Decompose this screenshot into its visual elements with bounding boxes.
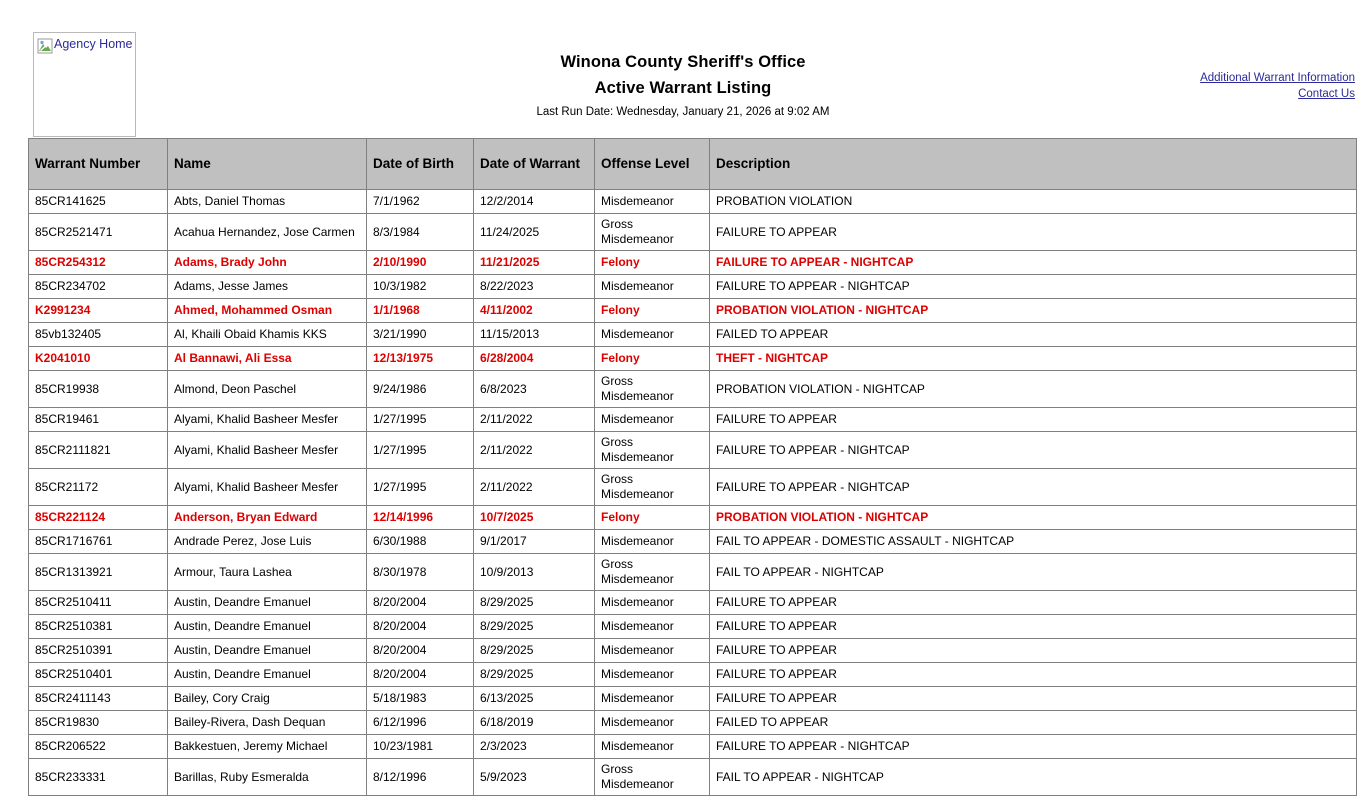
cell-name: Acahua Hernandez, Jose Carmen [168, 214, 367, 251]
table-row[interactable] [29, 735, 1357, 759]
cell-warrant-number: 85CR254312 [29, 251, 168, 275]
cell-date-of-birth: 1/27/1995 [367, 432, 474, 469]
column-header-date-of-birth[interactable]: Date of Birth [367, 139, 474, 190]
cell-date-of-birth: 1/1/1968 [367, 299, 474, 323]
table-body [29, 190, 1357, 796]
cell-offense-level: Felony [595, 506, 710, 530]
cell-warrant-number: 85CR2111821 [29, 432, 168, 469]
cell-date-of-birth: 1/27/1995 [367, 469, 474, 506]
cell-date-of-warrant: 11/24/2025 [474, 214, 595, 251]
cell-name: Al, Khaili Obaid Khamis KKS [168, 323, 367, 347]
page-header [0, 0, 1366, 132]
cell-description: FAILURE TO APPEAR - NIGHTCAP [710, 275, 1357, 299]
cell-date-of-warrant: 9/1/2017 [474, 530, 595, 554]
cell-name: Bakkestuen, Jeremy Michael [168, 735, 367, 759]
cell-warrant-number: 85CR19830 [29, 711, 168, 735]
cell-date-of-birth: 8/20/2004 [367, 663, 474, 687]
cell-offense-level: Felony [595, 347, 710, 371]
cell-warrant-number: 85CR1313921 [29, 554, 168, 591]
cell-description: FAILURE TO APPEAR - NIGHTCAP [710, 735, 1357, 759]
cell-name: Almond, Deon Paschel [168, 371, 367, 408]
cell-date-of-warrant: 2/3/2023 [474, 735, 595, 759]
cell-description: FAILED TO APPEAR [710, 711, 1357, 735]
cell-name: Andrade Perez, Jose Luis [168, 530, 367, 554]
cell-description: FAILURE TO APPEAR - NIGHTCAP [710, 469, 1357, 506]
table-row[interactable] [29, 408, 1357, 432]
cell-date-of-warrant: 10/7/2025 [474, 506, 595, 530]
page-title: Winona County Sheriff's Office [560, 53, 806, 71]
cell-description: FAILED TO APPEAR [710, 323, 1357, 347]
cell-warrant-number: 85CR2510401 [29, 663, 168, 687]
cell-description: PROBATION VIOLATION - NIGHTCAP [710, 299, 1357, 323]
table-row[interactable] [29, 469, 1357, 506]
last-run-date: Last Run Date: Wednesday, January 21, 2026 at 9:02 AM [536, 106, 830, 118]
cell-description: PROBATION VIOLATION - NIGHTCAP [710, 371, 1357, 408]
cell-date-of-warrant: 11/15/2013 [474, 323, 595, 347]
cell-offense-level: Misdemeanor [595, 408, 710, 432]
cell-date-of-birth: 7/1/1962 [367, 190, 474, 214]
cell-offense-level: Gross Misdemeanor [595, 554, 710, 591]
cell-description: FAILURE TO APPEAR [710, 214, 1357, 251]
cell-description: FAILURE TO APPEAR [710, 639, 1357, 663]
cell-warrant-number: 85CR21172 [29, 469, 168, 506]
cell-date-of-warrant: 12/2/2014 [474, 190, 595, 214]
cell-warrant-number: K2041010 [29, 347, 168, 371]
cell-warrant-number: 85CR2510411 [29, 591, 168, 615]
cell-offense-level: Gross Misdemeanor [595, 469, 710, 506]
warrant-table-container [28, 138, 1356, 796]
column-header-date-of-warrant[interactable]: Date of Warrant [474, 139, 595, 190]
cell-description: FAILURE TO APPEAR [710, 663, 1357, 687]
cell-name: Alyami, Khalid Basheer Mesfer [168, 469, 367, 506]
cell-date-of-birth: 10/23/1981 [367, 735, 474, 759]
cell-date-of-warrant: 8/29/2025 [474, 639, 595, 663]
table-row[interactable] [29, 554, 1357, 591]
cell-warrant-number: 85CR221124 [29, 506, 168, 530]
cell-description: FAILURE TO APPEAR - NIGHTCAP [710, 251, 1357, 275]
cell-warrant-number: 85CR19461 [29, 408, 168, 432]
cell-date-of-birth: 3/21/1990 [367, 323, 474, 347]
cell-date-of-birth: 8/20/2004 [367, 615, 474, 639]
cell-description: FAILURE TO APPEAR [710, 591, 1357, 615]
cell-date-of-warrant: 8/29/2025 [474, 591, 595, 615]
table-row[interactable] [29, 251, 1357, 275]
cell-date-of-warrant: 11/21/2025 [474, 251, 595, 275]
table-row[interactable] [29, 615, 1357, 639]
cell-offense-level: Misdemeanor [595, 323, 710, 347]
header-links [1200, 70, 1355, 102]
cell-warrant-number: 85CR234702 [29, 275, 168, 299]
cell-date-of-birth: 12/13/1975 [367, 347, 474, 371]
cell-date-of-warrant: 8/29/2025 [474, 615, 595, 639]
table-row[interactable] [29, 591, 1357, 615]
cell-name: Austin, Deandre Emanuel [168, 663, 367, 687]
cell-warrant-number: 85CR141625 [29, 190, 168, 214]
cell-warrant-number: 85CR19938 [29, 371, 168, 408]
table-row[interactable] [29, 639, 1357, 663]
table-row[interactable] [29, 506, 1357, 530]
cell-offense-level: Misdemeanor [595, 615, 710, 639]
cell-date-of-birth: 9/24/1986 [367, 371, 474, 408]
cell-description: FAILURE TO APPEAR [710, 615, 1357, 639]
cell-name: Bailey-Rivera, Dash Dequan [168, 711, 367, 735]
cell-name: Austin, Deandre Emanuel [168, 615, 367, 639]
cell-offense-level: Felony [595, 299, 710, 323]
cell-offense-level: Misdemeanor [595, 735, 710, 759]
cell-description: FAILURE TO APPEAR - NIGHTCAP [710, 432, 1357, 469]
cell-date-of-birth: 2/10/1990 [367, 251, 474, 275]
cell-date-of-warrant: 2/11/2022 [474, 469, 595, 506]
contact-us-link[interactable]: Contact Us [1298, 88, 1355, 100]
cell-offense-level: Gross Misdemeanor [595, 432, 710, 469]
cell-description: PROBATION VIOLATION - NIGHTCAP [710, 506, 1357, 530]
cell-warrant-number: 85CR1716761 [29, 530, 168, 554]
cell-warrant-number: 85CR206522 [29, 735, 168, 759]
cell-date-of-birth: 8/12/1996 [367, 759, 474, 796]
cell-offense-level: Misdemeanor [595, 591, 710, 615]
table-row[interactable] [29, 323, 1357, 347]
cell-date-of-warrant: 4/11/2002 [474, 299, 595, 323]
cell-offense-level: Misdemeanor [595, 711, 710, 735]
cell-warrant-number: 85CR233331 [29, 759, 168, 796]
cell-warrant-number: 85CR2411143 [29, 687, 168, 711]
table-row[interactable] [29, 275, 1357, 299]
cell-date-of-birth: 5/18/1983 [367, 687, 474, 711]
table-row[interactable] [29, 759, 1357, 796]
cell-name: Barillas, Ruby Esmeralda [168, 759, 367, 796]
cell-description: THEFT - NIGHTCAP [710, 347, 1357, 371]
cell-warrant-number: 85CR2521471 [29, 214, 168, 251]
cell-offense-level: Gross Misdemeanor [595, 371, 710, 408]
cell-name: Austin, Deandre Emanuel [168, 591, 367, 615]
cell-description: FAIL TO APPEAR - DOMESTIC ASSAULT - NIGHTCAP [710, 530, 1357, 554]
cell-name: Alyami, Khalid Basheer Mesfer [168, 408, 367, 432]
cell-name: Adams, Brady John [168, 251, 367, 275]
cell-name: Austin, Deandre Emanuel [168, 639, 367, 663]
cell-date-of-warrant: 10/9/2013 [474, 554, 595, 591]
cell-warrant-number: 85CR2510381 [29, 615, 168, 639]
cell-date-of-birth: 8/20/2004 [367, 591, 474, 615]
cell-date-of-warrant: 8/29/2025 [474, 663, 595, 687]
cell-name: Abts, Daniel Thomas [168, 190, 367, 214]
cell-date-of-birth: 8/3/1984 [367, 214, 474, 251]
cell-date-of-birth: 12/14/1996 [367, 506, 474, 530]
cell-date-of-birth: 1/27/1995 [367, 408, 474, 432]
table-row[interactable] [29, 371, 1357, 408]
cell-offense-level: Gross Misdemeanor [595, 759, 710, 796]
cell-date-of-warrant: 2/11/2022 [474, 432, 595, 469]
table-header [29, 139, 1357, 190]
cell-name: Adams, Jesse James [168, 275, 367, 299]
title-block [0, 0, 1366, 120]
table-row[interactable] [29, 530, 1357, 554]
column-header-description[interactable]: Description [710, 139, 1357, 190]
cell-date-of-birth: 6/12/1996 [367, 711, 474, 735]
cell-offense-level: Misdemeanor [595, 687, 710, 711]
agency-home-alt-text: Agency Home [54, 37, 133, 51]
cell-date-of-warrant: 8/22/2023 [474, 275, 595, 299]
cell-name: Al Bannawi, Ali Essa [168, 347, 367, 371]
table-row[interactable] [29, 711, 1357, 735]
cell-warrant-number: K2991234 [29, 299, 168, 323]
cell-name: Bailey, Cory Craig [168, 687, 367, 711]
cell-warrant-number: 85vb132405 [29, 323, 168, 347]
cell-description: FAILURE TO APPEAR [710, 687, 1357, 711]
cell-date-of-warrant: 2/11/2022 [474, 408, 595, 432]
table-row[interactable] [29, 347, 1357, 371]
table-row[interactable] [29, 190, 1357, 214]
column-header-name[interactable]: Name [168, 139, 367, 190]
cell-date-of-warrant: 6/18/2019 [474, 711, 595, 735]
cell-date-of-birth: 6/30/1988 [367, 530, 474, 554]
cell-description: FAIL TO APPEAR - NIGHTCAP [710, 759, 1357, 796]
cell-offense-level: Felony [595, 251, 710, 275]
cell-date-of-birth: 8/20/2004 [367, 639, 474, 663]
table-row[interactable] [29, 432, 1357, 469]
cell-description: PROBATION VIOLATION [710, 190, 1357, 214]
cell-offense-level: Misdemeanor [595, 530, 710, 554]
cell-date-of-warrant: 6/13/2025 [474, 687, 595, 711]
table-row[interactable] [29, 214, 1357, 251]
cell-date-of-warrant: 6/28/2004 [474, 347, 595, 371]
table-header-row [29, 139, 1357, 190]
page-subtitle: Active Warrant Listing [594, 79, 772, 97]
cell-offense-level: Misdemeanor [595, 639, 710, 663]
cell-offense-level: Misdemeanor [595, 275, 710, 299]
cell-offense-level: Misdemeanor [595, 190, 710, 214]
cell-date-of-birth: 10/3/1982 [367, 275, 474, 299]
cell-name: Anderson, Bryan Edward [168, 506, 367, 530]
warrant-table [28, 138, 1357, 796]
cell-date-of-warrant: 6/8/2023 [474, 371, 595, 408]
cell-description: FAIL TO APPEAR - NIGHTCAP [710, 554, 1357, 591]
cell-warrant-number: 85CR2510391 [29, 639, 168, 663]
cell-name: Ahmed, Mohammed Osman [168, 299, 367, 323]
additional-warrant-information-link[interactable]: Additional Warrant Information [1200, 72, 1355, 84]
cell-description: FAILURE TO APPEAR [710, 408, 1357, 432]
cell-offense-level: Gross Misdemeanor [595, 214, 710, 251]
cell-date-of-birth: 8/30/1978 [367, 554, 474, 591]
table-row[interactable] [29, 687, 1357, 711]
cell-name: Alyami, Khalid Basheer Mesfer [168, 432, 367, 469]
table-row[interactable] [29, 299, 1357, 323]
cell-name: Armour, Taura Lashea [168, 554, 367, 591]
column-header-offense-level[interactable]: Offense Level [595, 139, 710, 190]
table-row[interactable] [29, 663, 1357, 687]
cell-offense-level: Misdemeanor [595, 663, 710, 687]
column-header-warrant-number[interactable]: Warrant Number [29, 139, 168, 190]
cell-date-of-warrant: 5/9/2023 [474, 759, 595, 796]
